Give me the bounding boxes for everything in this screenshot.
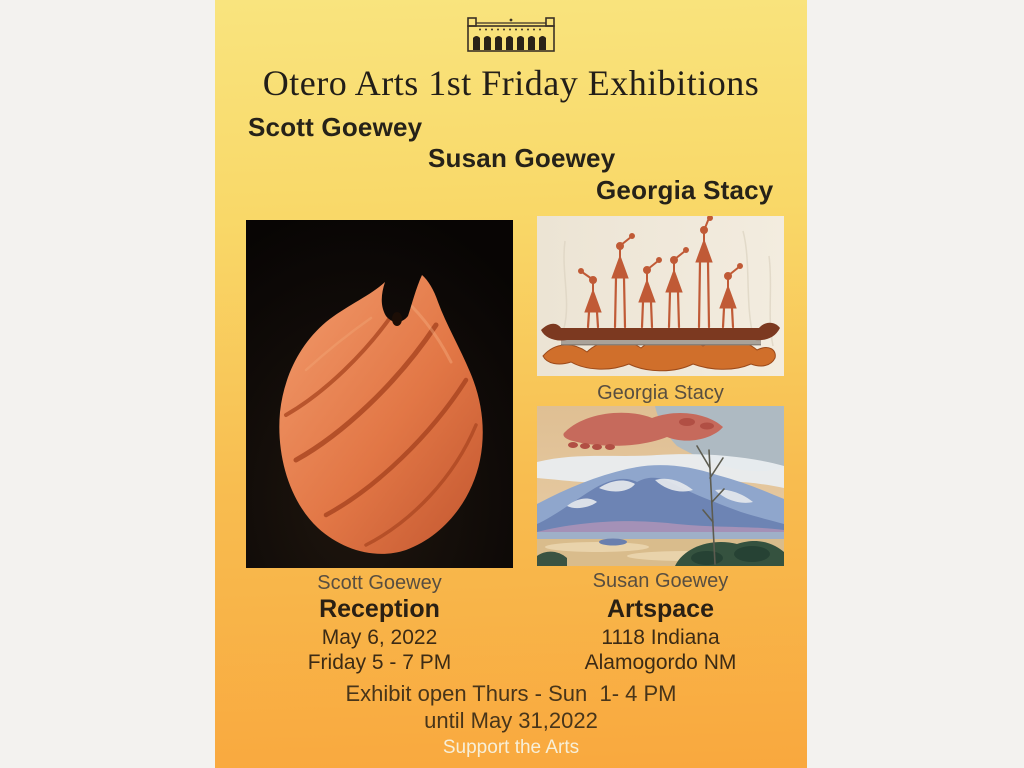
poster-title: Otero Arts 1st Friday Exhibitions — [262, 63, 760, 103]
artwork-photo-scott-goewey-sculpture — [246, 220, 513, 568]
caption-scott-goewey: Scott Goewey — [317, 572, 442, 594]
poster — [215, 0, 807, 768]
otero-arts-building-icon — [461, 12, 561, 54]
caption-georgia-stacy: Georgia Stacy — [597, 382, 724, 404]
reception-heading: Reception — [319, 595, 440, 623]
artist-name-susan-goewey: Susan Goewey — [428, 143, 616, 173]
exhibit-until-date: until May 31,2022 — [424, 708, 598, 733]
reception-time: Friday 5 - 7 PM — [307, 651, 452, 674]
venue-heading: Artspace — [607, 595, 714, 623]
caption-susan-goewey: Susan Goewey — [592, 570, 729, 592]
venue-city: Alamogordo NM — [584, 651, 737, 674]
artist-name-georgia-stacy: Georgia Stacy — [596, 175, 774, 205]
artwork-photo-georgia-stacy-sculpture — [537, 216, 784, 376]
venue-address: 1118 Indiana — [601, 626, 720, 649]
artist-name-scott-goewey: Scott Goewey — [248, 112, 423, 142]
reception-date: May 6, 2022 — [321, 626, 438, 649]
artwork-photo-susan-goewey-painting — [537, 406, 784, 566]
exhibit-hours: Exhibit open Thurs - Sun 1- 4 PM — [345, 681, 677, 706]
support-the-arts-tagline: Support the Arts — [442, 737, 580, 758]
